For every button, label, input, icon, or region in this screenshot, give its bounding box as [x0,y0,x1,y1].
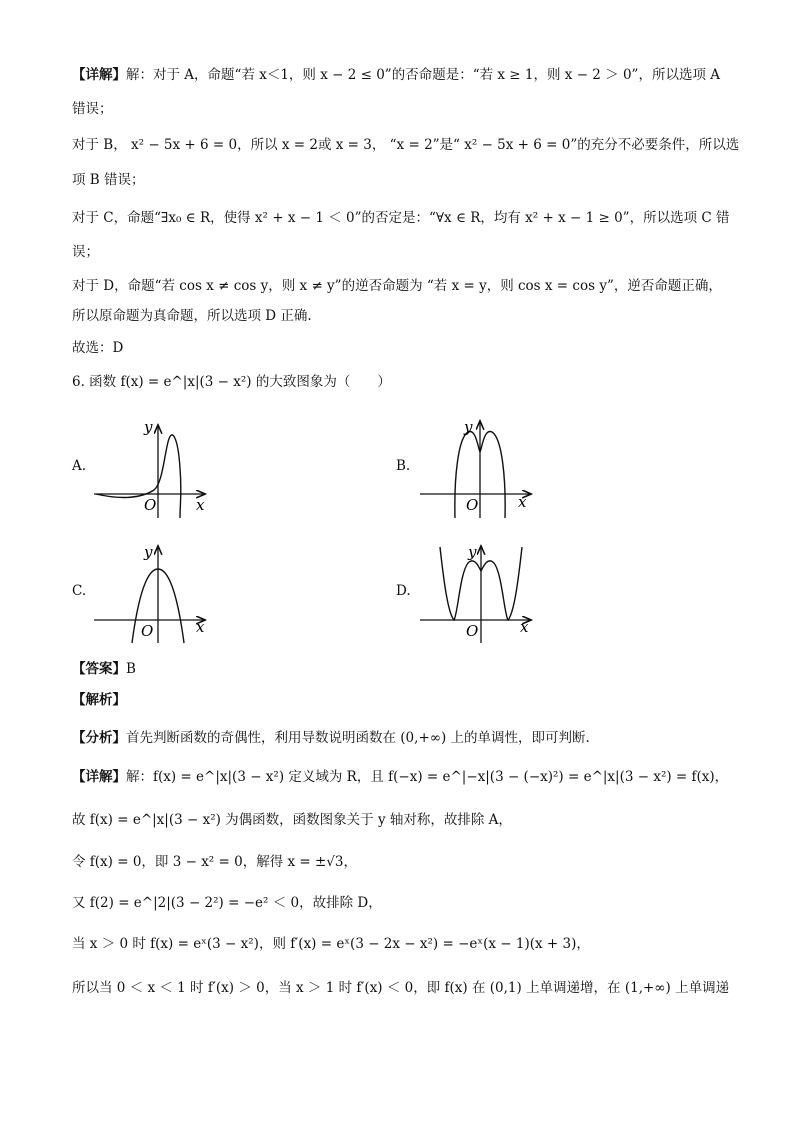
x-label: x [196,496,205,514]
detail-label-2: 【详解】 [72,769,126,785]
line-6: 误； [72,244,99,260]
y-label: y [468,543,477,561]
line-5: 对于 C，命题“∃x₀ ∈ R，使得 x² + x − 1 ＜ 0”的否定是：“∀x ∈ R，均有 x² + x − 1 ≥ 0”，所以选项 C 错 [72,210,730,226]
answer-value: B [126,661,136,677]
y-label: y [464,418,473,436]
graph-a [92,418,212,520]
line-1 [72,66,720,84]
detail-label: 【详解】 [72,67,126,83]
analysis-line [72,729,590,747]
option-c-label: C. [72,583,87,599]
origin-label: O [466,622,479,640]
fenxi-text: 首先判断函数的奇偶性，利用导数说明函数在 (0,+∞) 上的单调性，即可判断. [126,730,590,746]
line-4: 项 B 错误； [72,172,145,188]
origin-label: O [141,622,154,640]
graph-d [418,543,538,645]
analysis-label: 【解析】 [72,692,126,708]
fenxi-label: 【分析】 [72,730,126,746]
origin-label: O [466,496,479,514]
detail-line-2: 故 f(x) = e^|x|(3 − x²) 为偶函数，函数图象关于 y 轴对称，故排除 A， [72,812,512,828]
detail-line-3: 令 f(x) = 0，即 3 − x² = 0，解得 x = ±√3， [72,854,358,870]
detail-line-1-text: 解：f(x) = e^|x|(3 − x²) 定义域为 R，且 f(−x) = e^|−x|(3 − (−x)²) = e^|x|(3 − x²) = f(x)， [126,769,729,785]
y-label: y [144,418,153,436]
line-3: 对于 B， x² − 5x + 6 = 0，所以 x = 2或 x = 3， “x = 2”是“ x² − 5x + 6 = 0”的充分不必要条件，所以选 [72,137,740,153]
y-label: y [144,543,153,561]
detail-line-4: 又 f(2) = e^|2|(3 − 2²) = −e² ＜ 0，故排除 D， [72,895,382,911]
x-label: x [196,618,205,636]
option-d-label: D. [396,583,411,599]
x-label: x [520,618,529,636]
detail-line-6: 所以当 0 ＜ x ＜ 1 时 f′(x) ＞ 0，当 x ＞ 1 时 f′(x) ＜ 0，即 f(x) 在 (0,1) 上单调递增，在 (1,+∞) 上单调递 [72,980,730,996]
option-a-label: A. [72,458,87,474]
answer-label: 【答案】 [72,661,126,677]
x-label: x [518,493,527,511]
line-8: 所以原命题为真命题，所以选项 D 正确. [72,308,312,324]
line-7: 对于 D，命题“若 cos x ≠ cos y，则 x ≠ y”的逆否命题为 “若 x = y，则 cos x = cos y”，逆否命题正确， [72,278,722,294]
option-b-label: B. [396,458,411,474]
question-6: 6. 函数 f(x) = e^|x|(3 − x²) 的大致图象为（ ） [72,374,391,390]
line-1-text: 解：对于 A，命题“若 x＜1，则 x − 2 ≤ 0”的否命题是：“若 x ≥ 1，则 x − 2 ＞ 0”，所以选项 A [126,67,720,83]
detail-line-5: 当 x ＞ 0 时 f(x) = eˣ(3 − x²)，则 f′(x) = eˣ(3 − 2x − x²) = −eˣ(x − 1)(x + 3)， [72,936,590,952]
origin-label: O [144,496,157,514]
graph-b [418,418,538,520]
graph-c [92,543,212,645]
line-9: 故选：D [72,340,124,356]
line-2: 错误； [72,101,113,117]
detail-line-1 [72,768,728,786]
answer-line [72,660,136,678]
